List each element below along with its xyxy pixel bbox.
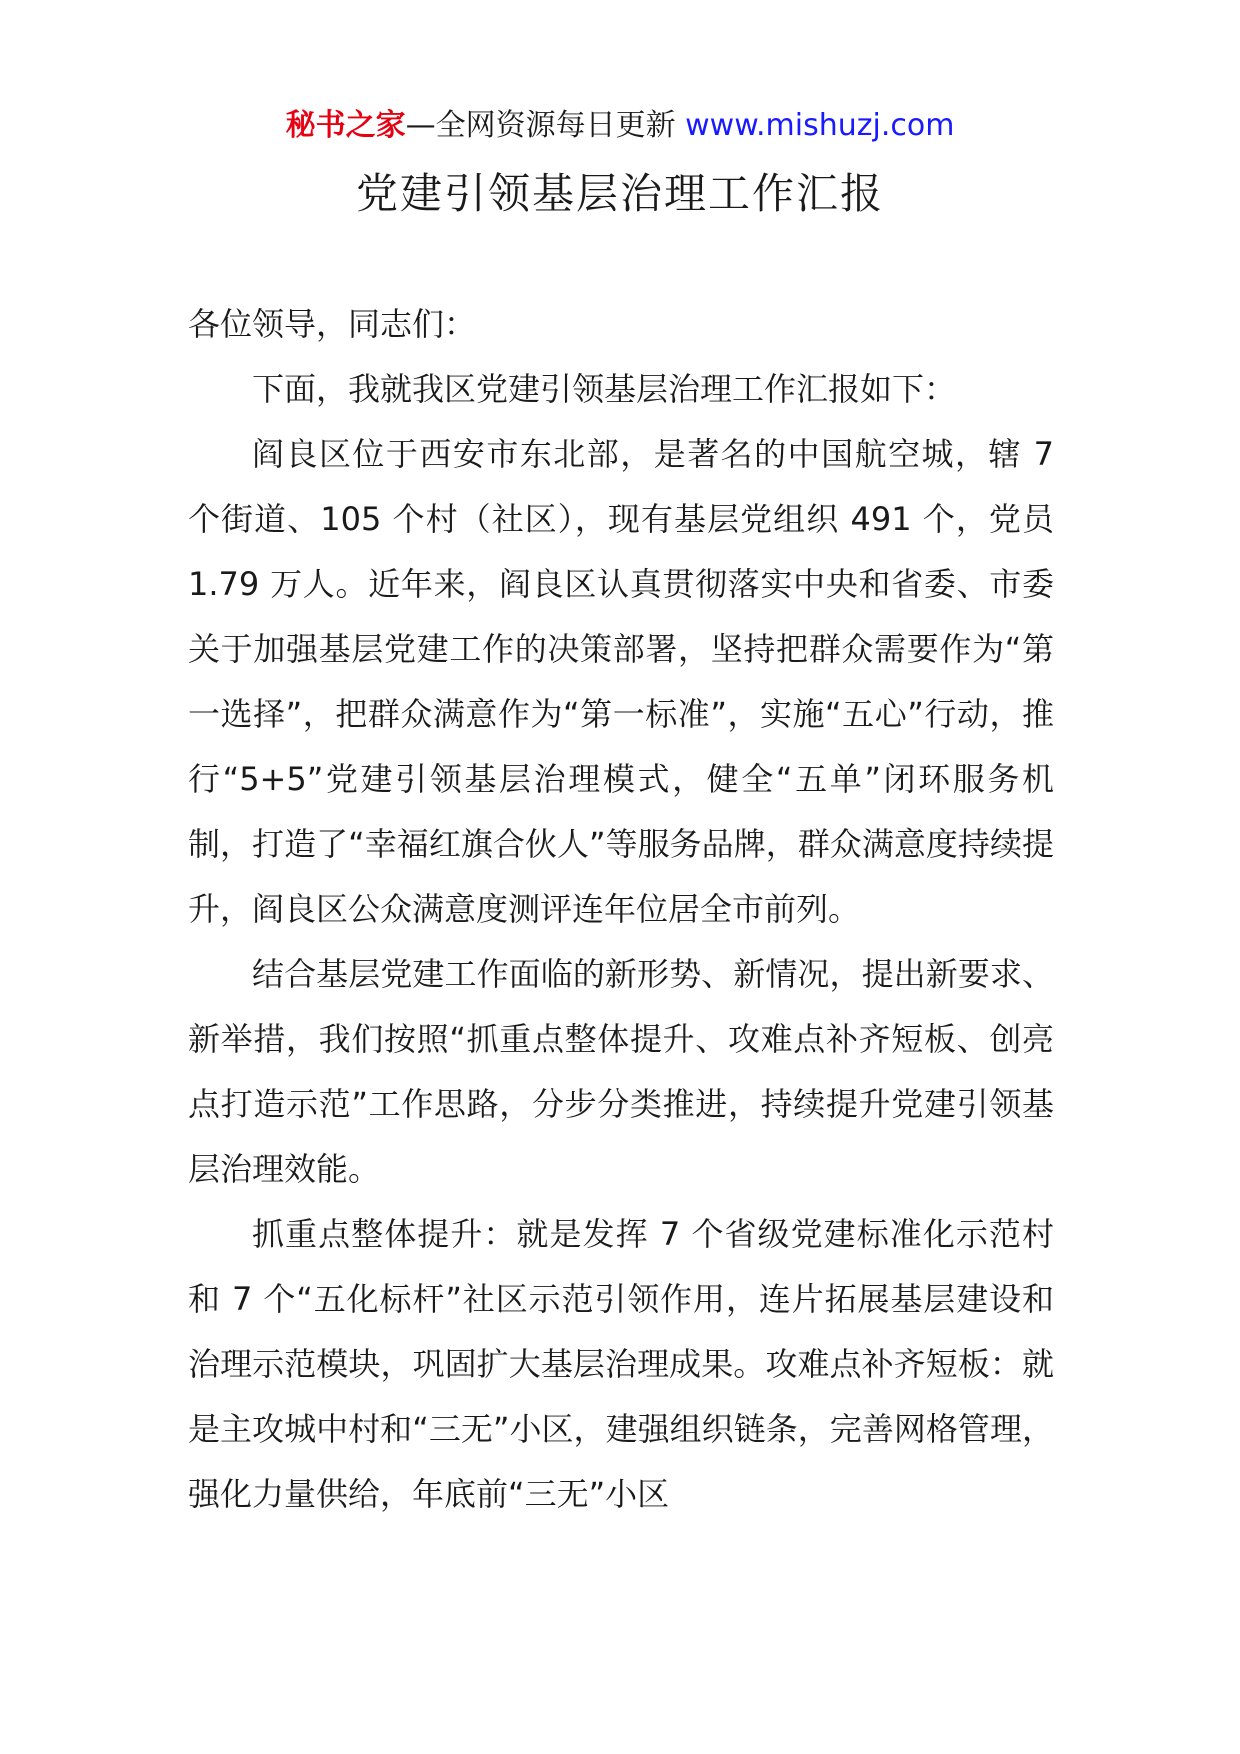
- salutation: 各位领导，同志们：: [188, 305, 477, 343]
- paragraph: 抓重点整体提升：就是发挥 7 个省级党建标准化示范村和 7 个“五化标杆”社区示范引领作用，连片拓展基层建设和治理示范模块，巩固扩大基层治理成果。攻难点补齐短板：就是主攻城中村和“三无”小区，建强组织链条，完善网格管理，强化力量供给，年底前“三无”小区: [188, 1215, 1054, 1513]
- paragraph: 结合基层党建工作面临的新形势、新情况，提出新要求、新举措，我们按照“抓重点整体提升、攻难点补齐短板、创亮点打造示范”工作思路，分步分类推进，持续提升党建引领基层治理效能。: [188, 955, 1054, 1188]
- site-brand: 秘书之家: [285, 108, 406, 143]
- document-title: 党建引领基层治理工作汇报: [355, 169, 884, 218]
- paragraph: 下面，我就我区党建引领基层治理工作汇报如下：: [252, 370, 957, 408]
- paragraph: 阎良区位于西安市东北部，是著名的中国航空城，辖 7 个街道、105 个村（社区），现有基层党组织 491 个，党员 1.79 万人。近年来，阎良区认真贯彻落实中央和省委、市委关于加强基层党建工作的决策部署，坚持把群众需要作为“第一选择”，把群众满意作为“第一标准”，实施“五心”行动，推行“5+5”党建引领基层治理模式，健全“五单”闭环服务机制，打造了“幸福红旗合伙人”等服务品牌，群众满意度持续提升，阎良区公众满意度测评连年位居全市前列。: [188, 435, 1054, 928]
- site-header: [0, 104, 1240, 148]
- site-tagline: —全网资源每日更新: [405, 108, 686, 143]
- site-url-link[interactable]: www.mishuzj.com: [685, 108, 955, 143]
- document-body: [188, 292, 1054, 1527]
